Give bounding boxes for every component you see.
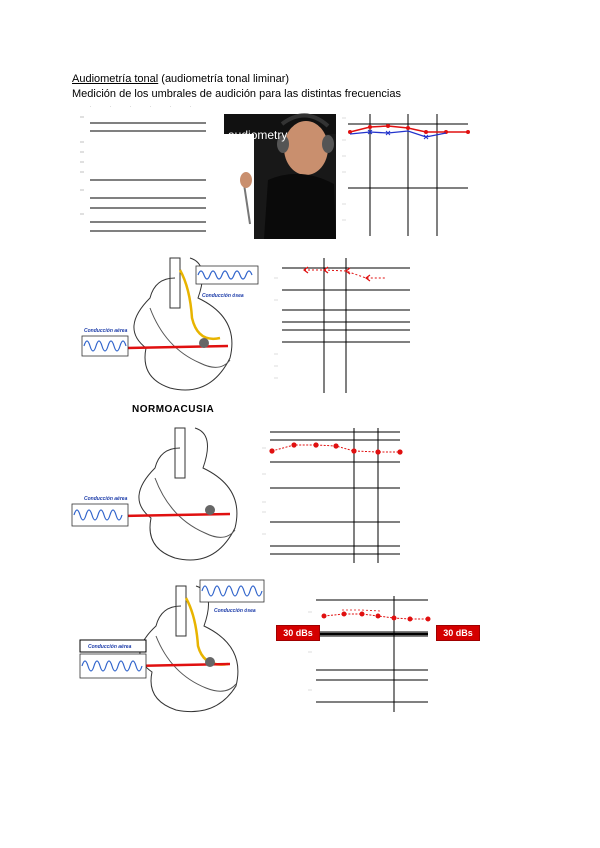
svg-text:·: · [170, 104, 172, 109]
audiometry-photo [224, 104, 336, 239]
air-caption: Conducción aérea [84, 328, 128, 334]
bone-caption: Conducción ósea [202, 293, 244, 299]
bone-caption-3: Conducción ósea [214, 608, 256, 614]
empty-audiogram [78, 104, 218, 239]
title-rest: (audiometría tonal liminar) [158, 73, 290, 85]
svg-text:·: · [90, 104, 92, 109]
photo-label: audiometry [228, 128, 288, 142]
air-caption-2: Conducción aérea [84, 496, 128, 502]
audiogram-right-ear-left-ear [340, 104, 482, 238]
badge-30db-left: 30 dBs [276, 625, 320, 641]
svg-text:·: · [190, 104, 192, 109]
svg-text:·: · [150, 104, 152, 109]
svg-text:·: · [130, 104, 132, 109]
audiogram-30db [306, 592, 436, 714]
page-subtitle: Medición de los umbrales de audición para las distintas frecuencias [72, 88, 401, 100]
normoacusia-label: NORMOACUSIA [132, 404, 215, 415]
ear-diagram-1 [80, 248, 265, 398]
svg-text:·: · [110, 104, 112, 109]
audiogram-normoacusia [258, 418, 418, 566]
title-underlined: Audiometría tonal [72, 73, 159, 85]
ear-diagram-3 [78, 576, 268, 718]
badge-30db-right: 30 dBs [436, 625, 480, 641]
audiogram-bone-conduction [270, 248, 420, 396]
ear-diagram-2 [70, 418, 260, 568]
air-caption-3: Conducción aérea [88, 644, 132, 650]
page-title [72, 72, 289, 86]
